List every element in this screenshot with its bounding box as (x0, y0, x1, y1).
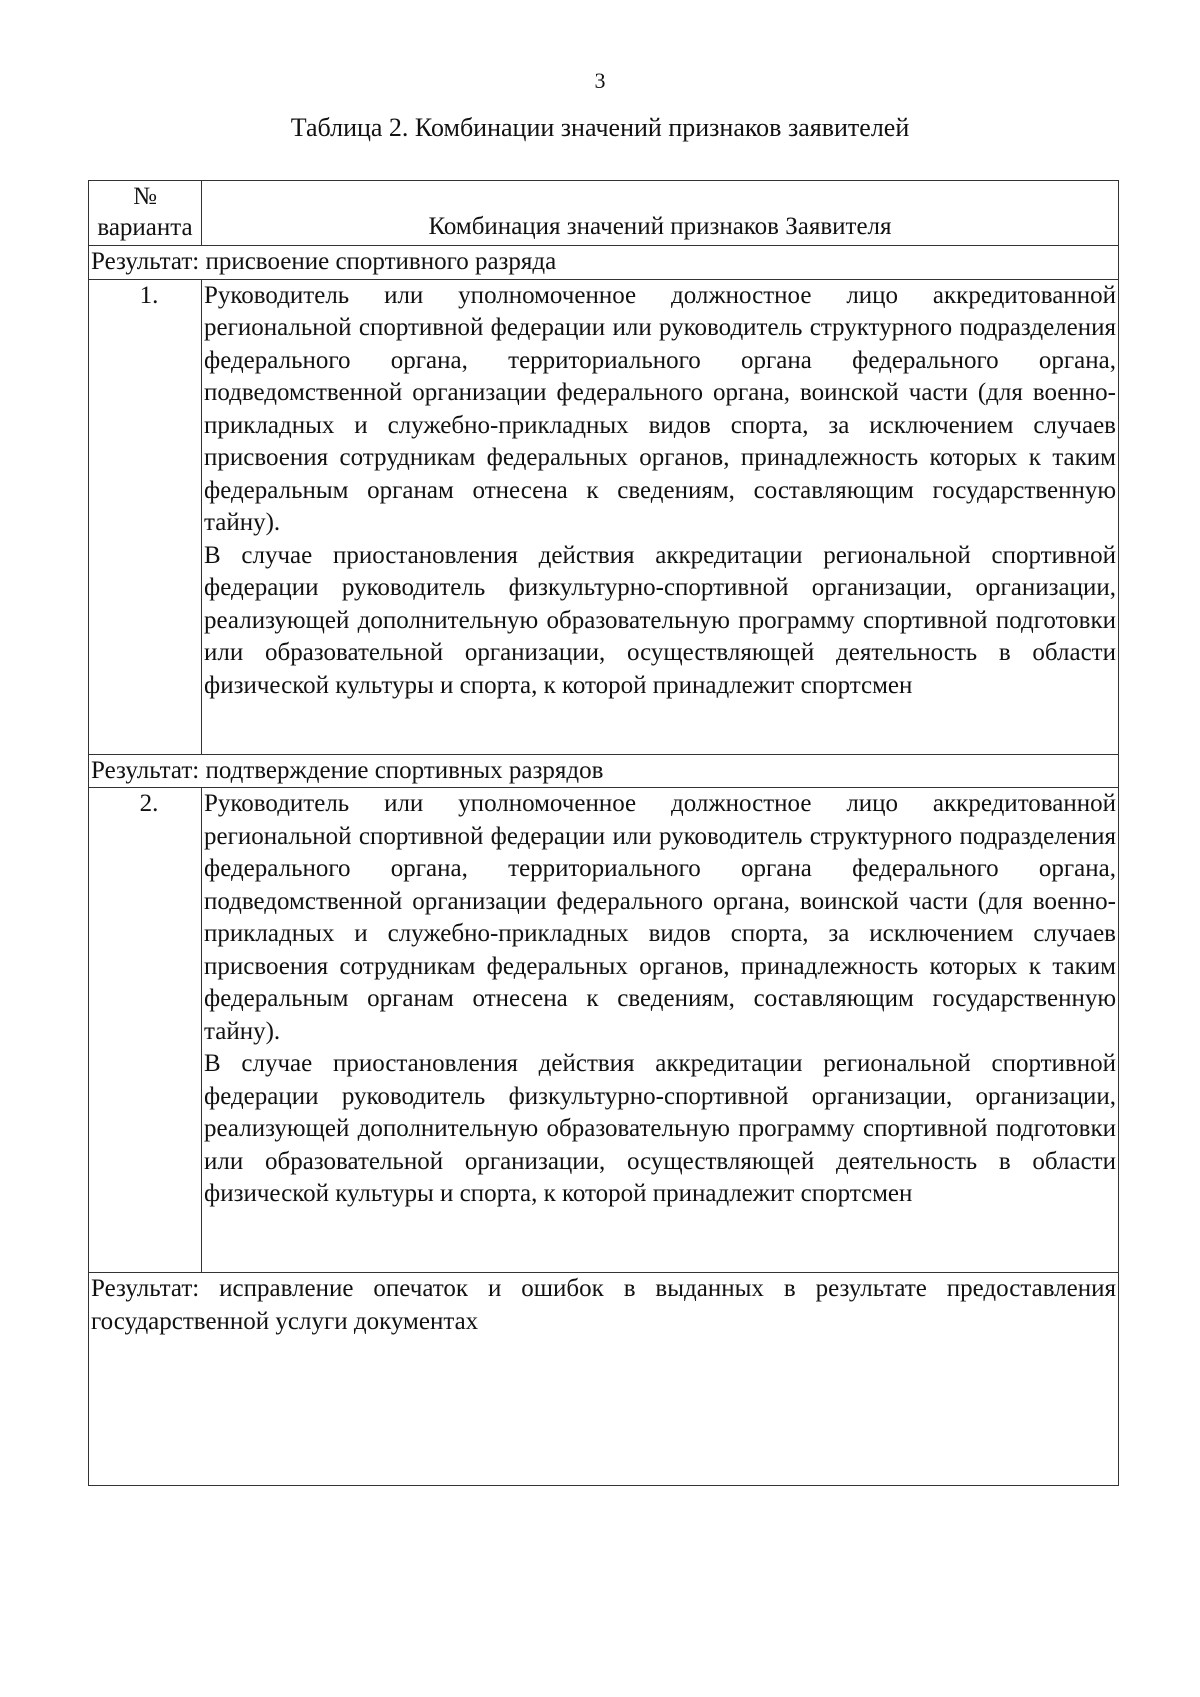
result-row (89, 754, 1119, 788)
result-row-last (89, 1273, 1119, 1486)
variant-description (202, 788, 1119, 1273)
header-variant-label: варианта (97, 214, 193, 241)
variant-paragraph: В случае приостановления действия аккредитации региональной спортивной федерации руководитель физкультурно-спортивной организации, организации, реализующей дополнительную образовательную программу спортивной подготовки или образовательной организации, осуществляющей деятельность в области физической культуры и спорта, к которой принадлежит спортсмен (204, 541, 1116, 699)
variant-row (89, 279, 1119, 754)
combinations-table (88, 180, 1119, 1486)
result-label: Результат: присвоение спортивного разряда (89, 246, 1119, 280)
table-caption: Таблица 2. Комбинации значений признаков заявителей (290, 113, 910, 142)
header-variant-number (89, 181, 202, 246)
variant-number: 1. (139, 281, 159, 309)
variant-number: 2. (139, 790, 159, 817)
table-header-row (89, 181, 1119, 246)
page-number: 3 (594, 68, 606, 93)
header-number-sign: № (133, 183, 157, 210)
result-label: Результат: исправление опечаток и ошибок в выданных в результате предоставления государственной услуги документах (89, 1273, 1119, 1486)
variant-paragraph: Руководитель или уполномоченное должностное лицо аккредитованной региональной спортивной федерации или руководитель структурного подразделения федерального органа, территориального органа федерального органа, подведомственной организации федерального органа, воинской части (для военно-прикладных и служебно-прикладных видов спорта, за исключением случаев присвоения сотрудникам федеральных органов, принадлежность которых к таким федеральным органам отнесена к сведениям, составляющим государственную тайну). (204, 790, 1116, 1045)
variant-number-cell (89, 279, 202, 754)
variant-description (202, 279, 1119, 754)
variant-paragraph: В случае приостановления действия аккредитации региональной спортивной федерации руководитель физкультурно-спортивной организации, организации, реализующей дополнительную образовательную программу спортивной подготовки или образовательной организации, осуществляющей деятельность в области физической культуры и спорта, к которой принадлежит спортсмен (204, 1050, 1116, 1207)
variant-row (89, 788, 1119, 1273)
header-combination: Комбинация значений признаков Заявителя (202, 181, 1119, 246)
variant-paragraph: Руководитель или уполномоченное должностное лицо аккредитованной региональной спортивной федерации или руководитель структурного подразделения федерального органа, территориального органа федерального органа, подведомственной организации федерального органа, воинской части (для военно-прикладных и служебно-прикладных видов спорта, за исключением случаев присвоения сотрудникам федеральных органов, принадлежность которых к таким федеральным органам отнесена к сведениям, составляющим государственную тайну). (204, 281, 1116, 536)
result-label: Результат: подтверждение спортивных разрядов (89, 754, 1119, 788)
result-row (89, 246, 1119, 280)
variant-number-cell (89, 788, 202, 1273)
